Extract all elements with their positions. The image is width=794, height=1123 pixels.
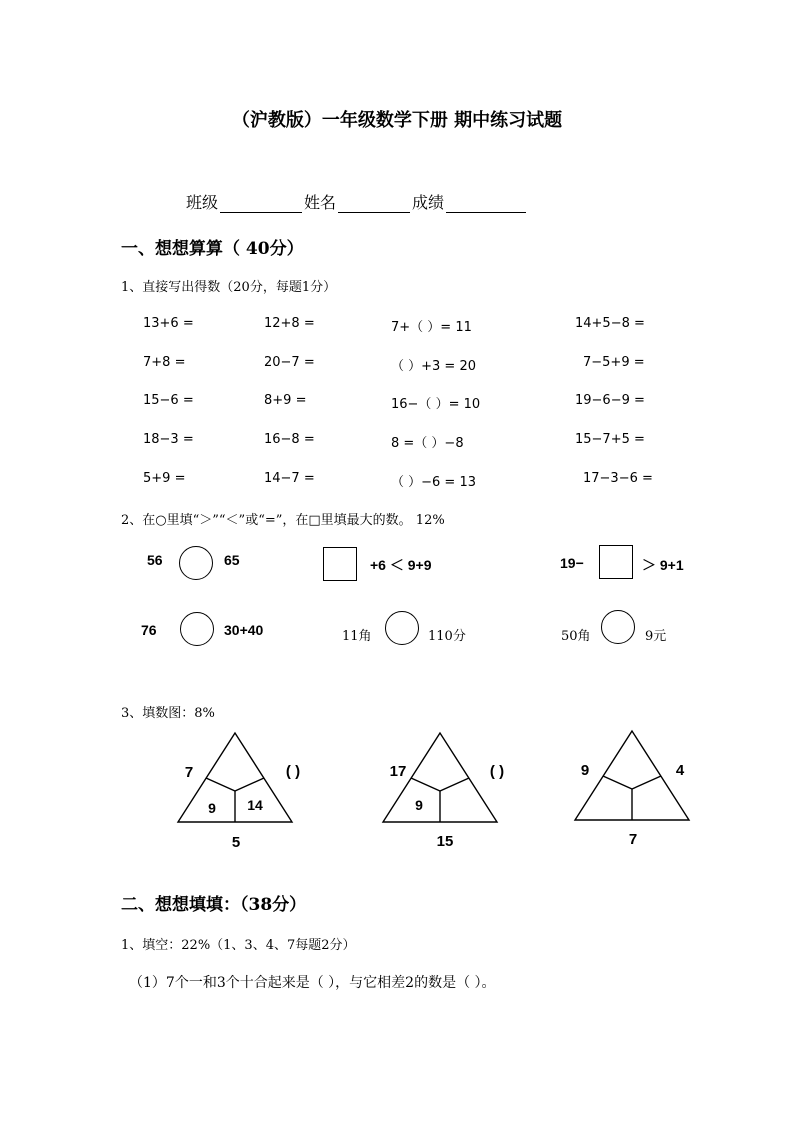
compare-left: 11角 <box>342 629 372 644</box>
eq-cell: 5+9 = <box>143 471 186 486</box>
compare-right: +6 ＜ 9+9 <box>370 557 432 573</box>
triangle-left-number: 9 <box>580 762 590 779</box>
triangle-left-number: 7 <box>184 764 194 781</box>
eq-cell: 20−7 = <box>264 355 315 370</box>
number-triangle <box>383 733 504 850</box>
section1-heading: 一、想想算算（ 40分） <box>121 239 304 259</box>
eq-cell: 14−7 = <box>264 471 315 486</box>
class-label: 班级 <box>186 193 219 212</box>
number-triangle <box>178 733 300 851</box>
eq-cell: 7+（ ）= 11 <box>391 320 472 335</box>
compare-left: 50角 <box>561 629 591 644</box>
compare-right: ＞ 9+1 <box>642 557 684 573</box>
eq-cell: 16−8 = <box>264 432 315 447</box>
section2-heading: 二、想想填填：（38分） <box>121 895 307 915</box>
triangle-cell-right: 14 <box>247 797 263 813</box>
compare-left: 19− <box>560 555 584 571</box>
triangle-cell-left: 9 <box>208 800 216 816</box>
eq-cell: 8+9 = <box>264 393 307 408</box>
triangle-right-number: 4 <box>675 762 685 779</box>
number-triangle <box>575 731 689 848</box>
triangle-cell-left: 9 <box>415 797 423 813</box>
score-label: 成绩 <box>412 193 445 212</box>
eq-cell: 15−7+5 = <box>575 432 645 447</box>
eq-cell: 17−3−6 = <box>583 471 653 486</box>
q3-label: 3、填数图：8% <box>121 706 215 721</box>
eq-cell: 14+5−8 = <box>575 316 645 331</box>
q1-label: 1、直接写出得数（20分，每题1分） <box>121 280 337 295</box>
compare-right: 9元 <box>645 629 667 644</box>
page-title: （沪教版）一年级数学下册 期中练习试题 <box>231 110 563 131</box>
compare-right: 65 <box>224 552 240 568</box>
triangle-bottom-number: 15 <box>436 833 454 850</box>
eq-cell: （ ）+3 = 20 <box>391 359 476 374</box>
eq-cell: 12+8 = <box>264 316 315 331</box>
eq-cell: 16−（ ）= 10 <box>391 397 481 412</box>
triangle-right-blank[interactable]: ( ) <box>489 763 505 780</box>
eq-cell: 19−6−9 = <box>575 393 645 408</box>
eq-cell: 15−6 = <box>143 393 194 408</box>
triangle-right-blank[interactable]: ( ) <box>285 763 301 780</box>
eq-cell: 7−5+9 = <box>583 355 645 370</box>
eq-cell: 7+8 = <box>143 355 186 370</box>
eq-cell: 13+6 = <box>143 316 194 331</box>
triangle-left-number: 17 <box>389 763 407 780</box>
s2-q1-label: 1、填空：22%（1、3、4、7每题2分） <box>121 938 356 953</box>
q2-label: 2、在○里填“＞”“＜”或“=”，在□里填最大的数。 12% <box>121 513 445 528</box>
eq-cell: （ ）−6 = 13 <box>391 475 476 490</box>
s2-q1-item1: （1）7个一和3个十合起来是（ ），与它相差2的数是（ ）。 <box>129 975 496 991</box>
compare-left: 56 <box>147 552 163 568</box>
triangle-bottom-number: 7 <box>628 831 638 848</box>
compare-right: 30+40 <box>224 622 264 638</box>
compare-right: 110分 <box>428 629 466 644</box>
eq-cell: 8 =（ ）−8 <box>391 436 464 451</box>
name-label: 姓名 <box>304 193 337 212</box>
triangle-bottom-number: 5 <box>231 834 241 851</box>
compare-left: 76 <box>141 622 157 638</box>
eq-cell: 18−3 = <box>143 432 194 447</box>
